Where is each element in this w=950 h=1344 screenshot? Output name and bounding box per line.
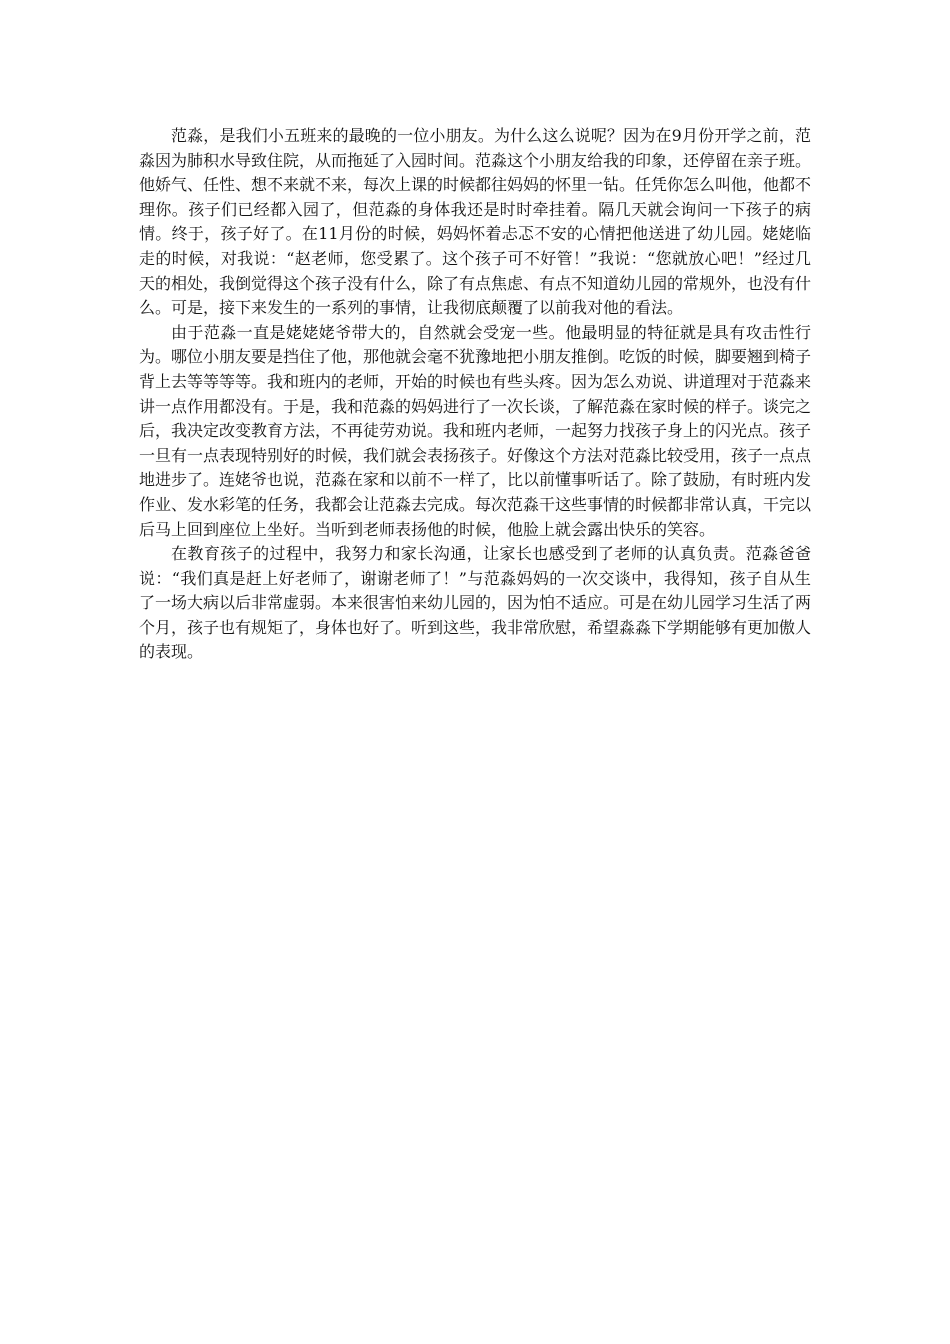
paragraph-1: 范淼，是我们小五班来的最晚的一位小朋友。为什么这么说呢？因为在9月份开学之前，范淼因为肺积水导致住院，从而拖延了入园时间。范淼这个小朋友给我的印象，还停留在亲子班。他娇气、任性、想不来就不来，每次上课的时候都往妈妈的怀里一钻。任凭你怎么叫他，他都不理你。孩子们已经都入园了，但范淼的身体我还是时时牵挂着。隔几天就会询问一下孩子的病情。终于，孩子好了。在11月份的时候，妈妈怀着忐忑不安的心情把他送进了幼儿园。姥姥临走的时候，对我说：“赵老师，您受累了。这个孩子可不好管！”我说：“您就放心吧！”经过几天的相处，我倒觉得这个孩子没有什么，除了有点焦虑、有点不知道幼儿园的常规外，也没有什么。可是，接下来发生的一系列的事情，让我彻底颠覆了以前我对他的看法。 bbox=[139, 126, 812, 318]
paragraph-2: 由于范淼一直是姥姥姥爷带大的，自然就会受宠一些。他最明显的特征就是具有攻击性行为。哪位小朋友要是挡住了他，那他就会毫不犹豫地把小朋友推倒。吃饭的时候，脚要翘到椅子背上去等等等等。我和班内的老师，开始的时候也有些头疼。因为怎么劝说、讲道理对于范淼来讲一点作用都没有。于是，我和范淼的妈妈进行了一次长谈，了解范淼在家时候的样子。谈完之后，我决定改变教育方法，不再徒劳劝说。我和班内老师，一起努力找孩子身上的闪光点。孩子一旦有一点表现特别好的时候，我们就会表扬孩子。好像这个方法对范淼比较受用，孩子一点点地进步了。连姥爷也说，范淼在家和以前不一样了，比以前懂事听话了。除了鼓励，有时班内发作业、发水彩笔的任务，我都会让范淼去完成。每次范淼干这些事情的时候都非常认真，干完以后马上回到座位上坐好。当听到老师表扬他的时候，他脸上就会露出快乐的笑容。 bbox=[139, 322, 812, 539]
document-body bbox=[139, 124, 811, 665]
paragraph-3: 在教育孩子的过程中，我努力和家长沟通，让家长也感受到了老师的认真负责。范淼爸爸说：“我们真是赶上好老师了，谢谢老师了！”与范淼妈妈的一次交谈中，我得知，孩子自从生了一场大病以后非常虚弱。本来很害怕来幼儿园的，因为怕不适应。可是在幼儿园学习生活了两个月，孩子也有规矩了，身体也好了。听到这些，我非常欣慰，希望淼淼下学期能够有更加傲人的表现。 bbox=[139, 544, 812, 662]
